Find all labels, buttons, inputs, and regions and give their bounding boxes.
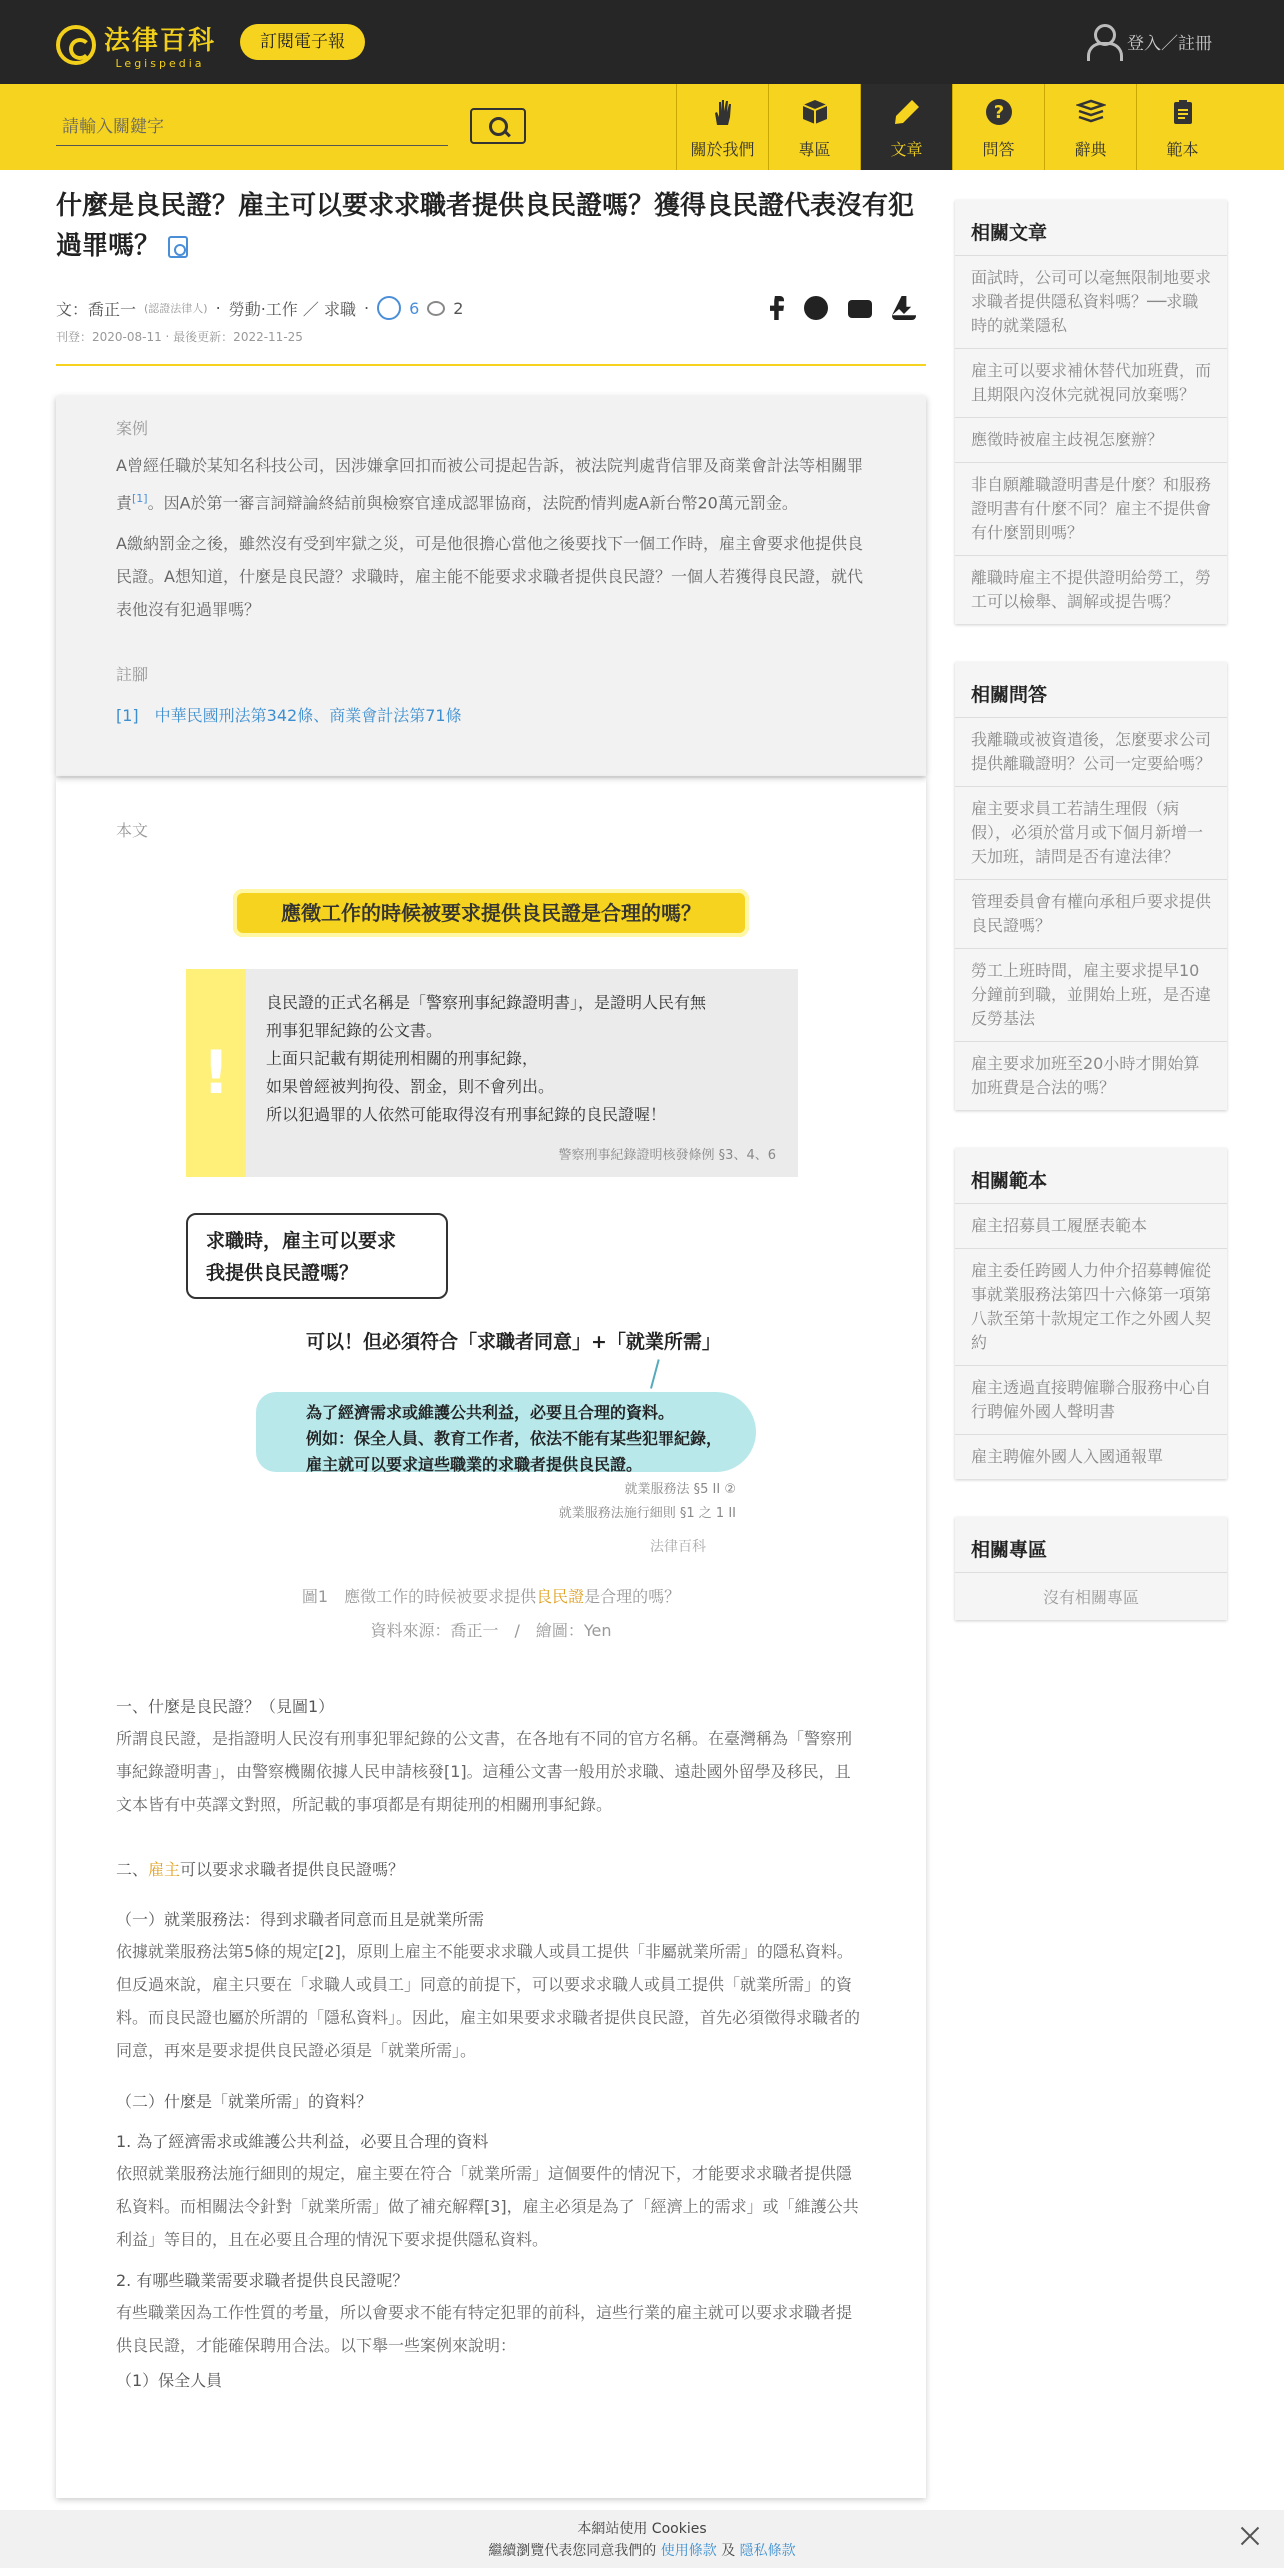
body-paragraph: 所謂良民證，是指證明人民沒有刑事犯罪紀錄的公文書，在各地有不同的官方名稱。在臺灣稱為「警察刑事紀錄證明書」，由警察機關依據人民申請核發[1]。這種公文書一般用於求職、遠赴國外留學及移民，且文本皆有中英譯文對照，所記載的事項都是有期徒刑的相關刑事紀錄。 (116, 1729, 853, 1814)
highlight-line: 例如：保全人員、教育工作者，依法不能有某些犯罪紀錄， (306, 1429, 723, 1448)
tab-templates[interactable] (1136, 84, 1228, 170)
subscribe-button[interactable]: 訂閱電子報 (240, 24, 365, 60)
author[interactable]: 文：喬正一 (56, 299, 137, 319)
tab-topics[interactable] (768, 84, 860, 170)
main-nav (676, 84, 1228, 170)
author-tag: (認證法律人) (144, 302, 208, 315)
keyword-link[interactable]: 雇主 (148, 1860, 181, 1879)
empty-state: 沒有相關專區 (955, 1572, 1227, 1620)
tab-label: 文章 (890, 140, 923, 159)
svg-text:?: ? (993, 102, 1004, 123)
privacy-link[interactable]: 隱私條款 (739, 2543, 796, 2559)
title-text: 什麼是良民證？雇主可以要求求職者提供良民證嗎？獲得良民證代表沒有犯過罪嗎？ (56, 191, 915, 261)
page-title (56, 186, 926, 266)
user-icon (1085, 22, 1119, 60)
category[interactable]: 勞動‧工作 ／ 求職 (228, 299, 356, 319)
caption-text: 圖1 應徵工作的時候被要求提供 (301, 1587, 537, 1606)
clipboard-icon (1168, 97, 1198, 127)
tab-label: 問答 (982, 140, 1015, 159)
related-qa-link[interactable]: 雇主要求員工若請生理假（病假），必須於當月或下個月新增一天加班，請問是否有違法律？ (955, 786, 1227, 879)
note-label: 註腳 (116, 665, 149, 685)
caption-text: 是合理的嗎？ (584, 1587, 681, 1606)
figure-highlight (256, 1392, 756, 1472)
sub-heading: （二）什麼是「就業所需」的資料？ (116, 2092, 373, 2111)
figure-ref: 就業服務法施行細則 §1 之 1 II (558, 1506, 736, 1521)
tab-label: 關於我們 (690, 140, 755, 159)
login-label: 登入／註冊 (1127, 33, 1212, 54)
body-paragraph: 依據就業服務法第5條的規定[2]，原則上雇主不能要求求職人或員工提供「非屬就業所需」的隱私資料。但反過來說，雇主只要在「求職人或員工」同意的前提下，可以要求求職人或員工提供「就業所需」的資料。而良民證也屬於所謂的「隱私資料」。因此，雇主如果要求求職者提供良民證，首先必須徵得求職者的同意，再來是要求提供良民證必須是「就業所需」。 (116, 1942, 861, 2060)
site-logo[interactable] (56, 20, 216, 70)
tab-qa[interactable] (952, 84, 1044, 170)
related-topics (955, 1517, 1227, 1620)
terms-link[interactable]: 使用條款 (660, 2543, 717, 2559)
related-articles (955, 200, 1227, 624)
question-icon (984, 97, 1014, 127)
share-bar (770, 296, 916, 320)
related-qa-link[interactable]: 管理委員會有權向承租戶要求提供良民證嗎？ (955, 879, 1227, 948)
comment-count: 2 (453, 298, 464, 318)
facebook-icon[interactable] (770, 296, 784, 320)
body-paragraph: 有些職業因為工作性質的考量，所以會要求不能有特定犯罪的前科，這些行業的雇主就可以要求求職者提供良民證，才能確保聘用合法。以下舉一些案例來說明： (116, 2303, 853, 2355)
callout-line: 刑事犯罪紀錄的公文書。 (266, 1021, 443, 1040)
sub-heading: （1）保全人員 (116, 2371, 223, 2390)
highlight-line: 雇主就可以要求這些職業的求職者提供良民證。 (306, 1455, 643, 1474)
exclamation-icon: ! (186, 969, 246, 1177)
related-qa-link[interactable]: 雇主要求加班至20小時才開始算加班費是合法的嗎？ (955, 1041, 1227, 1110)
highlight-line: 為了經濟需求或維護公共利益，必要且合理的資料。 (306, 1403, 675, 1422)
book-icon (1076, 97, 1106, 127)
related-article-link[interactable]: 應徵時被雇主歧視怎麼辦？ (955, 417, 1227, 462)
article (56, 186, 926, 2498)
login-link[interactable] (1085, 22, 1212, 60)
related-article-link[interactable]: 雇主可以要求補休替代加班費，而且期限內沒休完就視同放棄嗎？ (955, 348, 1227, 417)
case-section (56, 396, 926, 776)
tab-label: 專區 (798, 140, 831, 159)
cookie-banner (0, 2510, 1284, 2568)
related-template-link[interactable]: 雇主聘僱外國人入國通報單 (955, 1434, 1227, 1479)
card-title: 相關範本 (971, 1170, 1048, 1192)
body-paragraph: 依照就業服務法施行細則的規定，雇主要在符合「就業所需」這個要件的情況下，才能要求求職者提供隱私資料。而相關法令針對「就業所需」做了補充解釋[3]，雇主必須是為了「經濟上的需求」或「維護公共利益」等目的，且在必要且合理的情況下要求提供隱私資料。 (116, 2164, 859, 2249)
figure-banner: 應徵工作的時候被要求提供良民證是合理的嗎？ (233, 889, 749, 937)
bubble-line: 我提供良民證嗎？ (206, 1262, 359, 1284)
like-count: 6 (409, 298, 420, 318)
hand-icon (708, 97, 738, 127)
arrow-icon (642, 1357, 659, 1389)
bubble-line: 求職時，雇主可以要求 (206, 1230, 397, 1252)
callout-line: 上面只記載有期徒刑相關的刑事紀錄， (266, 1049, 539, 1068)
card-title: 相關文章 (971, 222, 1048, 244)
search-input[interactable] (56, 108, 448, 146)
tab-about[interactable] (676, 84, 768, 170)
figure-caption (116, 1580, 866, 1648)
figure-source: 資料來源：喬正一 / 繪圖：Yen (370, 1621, 612, 1640)
case-text: 。因A於第一審言詞辯論終結前與檢察官達成認罪協商，法院酌情判處A新台幣20萬元罰金。 (147, 493, 798, 513)
pencil-icon (892, 97, 922, 127)
cookie-text: 繼續瀏覽代表您同意我們的 使用條款 及 隱私條款 (488, 2543, 796, 2559)
case-text: A曾經任職於某知名科技公司，因涉嫌拿回扣而被公司提起告訴，被法院判處背信罪及商業會計法等相關罪責 (116, 456, 863, 513)
sidebar (955, 200, 1227, 1658)
figure-brand: 法律百科 (650, 1539, 706, 1555)
logo-name: 法律百科 (104, 26, 217, 56)
figure-answer: 可以！但必須符合「求職者同意」+「就業所需」 (306, 1331, 721, 1353)
article-meta: 文：喬正一 (認證法律人) ‧ 勞動‧工作 ／ 求職 ‧ 6 2 刊登：2020-08-11 ‧ 最後更新：2022-11-25 (56, 296, 926, 346)
logo-icon (56, 25, 96, 65)
body-section (56, 778, 926, 2498)
top-bar (0, 0, 1284, 84)
related-article-link[interactable]: 離職時雇主不提供證明給勞工，勞工可以檢舉、調解或提告嗎？ (955, 555, 1227, 624)
related-article-link[interactable]: 非自願離職證明書是什麼？和服務證明書有什麼不同？雇主不提供會有什麼罰則嗎？ (955, 462, 1227, 555)
comment-icon[interactable] (427, 301, 445, 316)
sub-heading: 2. 有哪些職業需要求職者提供良民證呢？ (116, 2271, 409, 2290)
related-templates (955, 1148, 1227, 1479)
tab-label: 範本 (1166, 140, 1199, 159)
callout-ref: 警察刑事紀錄證明核發條例 §3、4、6 (558, 1148, 776, 1163)
related-template-link[interactable]: 雇主招募員工履歷表範本 (955, 1203, 1227, 1248)
related-template-link[interactable]: 雇主委任跨國人力仲介招募轉僱從事就業服務法第四十六條第一項第八款至第十款規定工作之外國人契約 (955, 1248, 1227, 1365)
divider (56, 364, 926, 366)
nav-bar (0, 84, 1284, 170)
tab-label: 辭典 (1074, 140, 1107, 159)
article-dates: 刊登：2020-08-11 ‧ 最後更新：2022-11-25 (56, 330, 303, 344)
related-qa-link[interactable]: 勞工上班時間，雇主要求提早10分鐘前到職，並開始上班，是否違反勞基法 (955, 948, 1227, 1041)
figure-ref: 就業服務法 §5 II ② (624, 1482, 736, 1497)
case-paragraph (116, 449, 866, 519)
related-qa (955, 662, 1227, 1110)
line-icon[interactable] (804, 296, 828, 320)
logo-sub: Legispedia (115, 57, 205, 70)
search-button[interactable] (470, 108, 526, 144)
case-paragraph: A繳納罰金之後，雖然沒有受到牢獄之災，可是他很擔心當他之後要找下一個工作時，雇主會要求他提供良民證。A想知道，什麼是良民證？求職時，雇主能不能要求求職者提供良民證？一個人若獲得良民證，就代表他沒有犯過罪嗎？ (116, 534, 863, 620)
related-template-link[interactable]: 雇主透過直接聘僱聯合服務中心自行聘僱外國人聲明書 (955, 1365, 1227, 1434)
download-icon[interactable] (892, 296, 916, 320)
close-icon[interactable] (1238, 2524, 1262, 2548)
copy-icon[interactable] (168, 236, 188, 258)
figure-refs (116, 1478, 736, 1526)
related-qa-link[interactable]: 我離職或被資遣後，怎麼要求公司提供離職證明？公司一定要給嗎？ (955, 717, 1227, 786)
callout-line: 如果曾經被判拘役、罰金，則不會列出。 (266, 1077, 555, 1096)
card-title: 相關問答 (971, 684, 1048, 706)
tab-dictionary[interactable] (1044, 84, 1136, 170)
sub-heading: 1. 為了經濟需求或維護公共利益，必要且合理的資料 (116, 2132, 489, 2151)
section-heading: 一、什麼是良民證？（見圖1） (116, 1697, 335, 1716)
footnote-ref[interactable]: [1] (132, 492, 148, 505)
figure-callout (186, 969, 798, 1177)
body-label: 本文 (116, 821, 149, 840)
footnote-link[interactable]: [1] 中華民國刑法第342條、商業會計法第71條 (116, 706, 462, 726)
mail-icon[interactable] (848, 300, 872, 318)
speech-bubble (186, 1213, 448, 1299)
callout-line: 良民證的正式名稱是「警察刑事紀錄證明書」，是證明人民有無 (266, 993, 707, 1012)
caption-link[interactable]: 良民證 (536, 1587, 585, 1606)
case-label: 案例 (116, 419, 149, 438)
callout-line: 所以犯過罪的人依然可能取得沒有刑事紀錄的良民證喔！ (266, 1105, 667, 1124)
tab-articles[interactable] (860, 84, 952, 170)
sub-heading: （一）就業服務法：得到求職者同意而且是就業所需 (116, 1910, 485, 1929)
cookie-title: 本網站使用 Cookies (577, 2521, 707, 2537)
related-article-link[interactable]: 面試時，公司可以毫無限制地要求求職者提供隱私資料嗎？──求職時的就業隱私 (955, 255, 1227, 348)
card-title: 相關專區 (971, 1539, 1048, 1561)
section-heading: 二、雇主可以要求求職者提供良民證嗎？ (116, 1860, 405, 1879)
like-icon[interactable] (377, 296, 401, 320)
box-icon (800, 97, 830, 127)
